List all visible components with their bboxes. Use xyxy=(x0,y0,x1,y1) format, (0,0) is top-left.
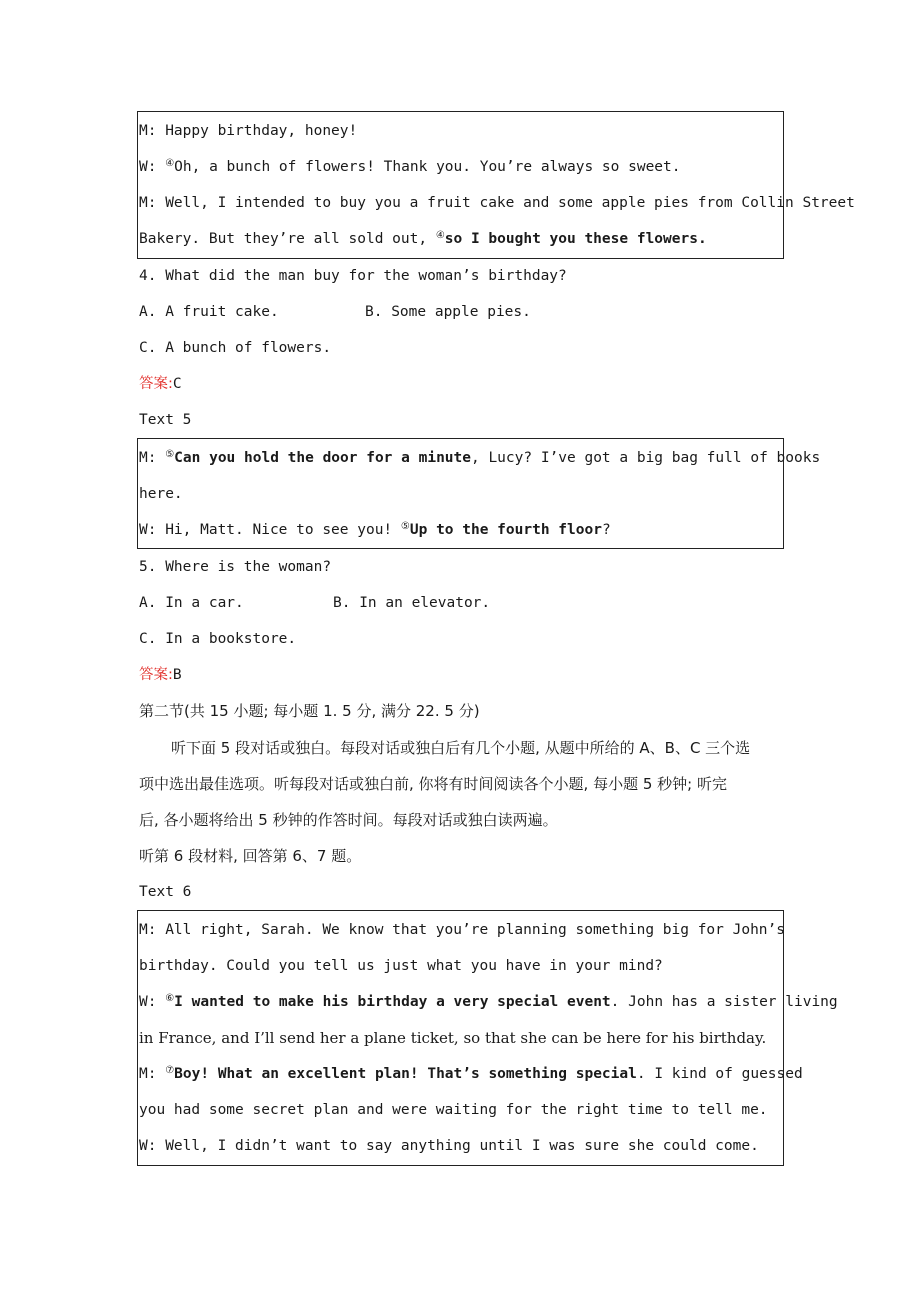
marker-7: ⑦ xyxy=(165,1065,175,1076)
text6-line-2: birthday. Could you tell us just what you have in your mind? xyxy=(139,958,663,974)
text4-key-phrase: so I bought you these flowers. xyxy=(444,231,707,247)
text6-line-5 xyxy=(139,1064,803,1084)
answer-label: 答案: xyxy=(139,667,173,683)
q5-option-c: C. In a bookstore. xyxy=(139,631,297,647)
text5-line-3 xyxy=(139,520,611,540)
speaker-m: M: xyxy=(139,450,166,466)
text4-line-2-text: Oh, a bunch of flowers! Thank you. You’re always so sweet. xyxy=(174,159,681,175)
q4-option-b: B. Some apple pies. xyxy=(365,304,531,320)
text5-line-1-text: , Lucy? I’ve got a big bag full of books xyxy=(470,450,821,466)
text4-line-4 xyxy=(139,229,707,249)
text5-line-1 xyxy=(139,448,820,468)
question-4: 4. What did the man buy for the woman’s birthday? xyxy=(139,268,567,284)
text6-line-7: W: Well, I didn’t want to say anything until I was sure she could come. xyxy=(139,1138,759,1154)
text6-key-phrase-1: I wanted to make his birthday a very special event xyxy=(174,994,611,1010)
text6-line-3-text: . John has a sister living xyxy=(610,994,838,1010)
answer-value: C xyxy=(172,376,182,392)
text6-line-1: M: All right, Sarah. We know that you’re planning something big for John’s xyxy=(139,922,786,938)
q4-option-a: A. A fruit cake. xyxy=(139,304,279,320)
speaker-w: W: xyxy=(139,159,166,175)
q5-answer xyxy=(139,665,182,685)
answer-value: B xyxy=(172,667,182,683)
section-2-para-line-1: 听下面 5 段对话或独白。每段对话或独白后有几个小题, 从题中所给的 A、B、C 三个选 xyxy=(171,739,751,757)
text6-line-3 xyxy=(139,992,838,1012)
section-2-para-line-3: 后, 各小题将给出 5 秒钟的作答时间。每段对话或独白读两遍。 xyxy=(139,811,558,829)
text6-line-6: you had some secret plan and were waiting for the right time to tell me. xyxy=(139,1102,768,1118)
text6-key-phrase-2: Boy! What an excellent plan! That’s something special xyxy=(174,1066,637,1082)
text5-key-phrase-1: Can you hold the door for a minute xyxy=(174,450,471,466)
text4-line-3: M: Well, I intended to buy you a fruit cake and some apple pies from Collin Street xyxy=(139,195,855,211)
text6-heading: Text 6 xyxy=(139,884,192,900)
text5-line-2: here. xyxy=(139,486,183,502)
section-2-title: 第二节(共 15 小题; 每小题 1. 5 分, 满分 22. 5 分) xyxy=(139,702,480,720)
marker-4b: ④ xyxy=(435,230,445,241)
text5-key-phrase-2: Up to the fourth floor xyxy=(409,522,602,538)
q4-answer xyxy=(139,374,182,394)
speaker-w: W: xyxy=(139,994,166,1010)
text6-line-5-text: . I kind of guessed xyxy=(636,1066,803,1082)
text4-line-1: M: Happy birthday, honey! xyxy=(139,123,358,139)
text5-heading: Text 5 xyxy=(139,412,192,428)
q5-option-a: A. In a car. xyxy=(139,595,244,611)
answer-label: 答案: xyxy=(139,376,173,392)
text5-line-3-text: W: Hi, Matt. Nice to see you! xyxy=(139,522,401,538)
text4-line-2 xyxy=(139,157,681,177)
marker-6: ⑥ xyxy=(165,993,175,1004)
marker-5b: ⑤ xyxy=(400,521,410,532)
text6-line-4: in France, and I’ll send her a plane ticket, so that she can be here for his birthday. xyxy=(139,1029,767,1047)
speaker-m: M: xyxy=(139,1066,166,1082)
question-5: 5. Where is the woman? xyxy=(139,559,332,575)
section-2-instruction: 听第 6 段材料, 回答第 6、7 题。 xyxy=(139,847,362,865)
q4-option-c: C. A bunch of flowers. xyxy=(139,340,332,356)
text5-line-3-end: ? xyxy=(601,522,611,538)
marker-5: ⑤ xyxy=(165,449,175,460)
text4-line-4-text: Bakery. But they’re all sold out, xyxy=(139,231,436,247)
section-2-para-line-2: 项中选出最佳选项。听每段对话或独白前, 你将有时间阅读各个小题, 每小题 5 秒钟; 听完 xyxy=(139,775,727,793)
marker-4: ④ xyxy=(165,158,175,169)
q5-option-b: B. In an elevator. xyxy=(333,595,491,611)
